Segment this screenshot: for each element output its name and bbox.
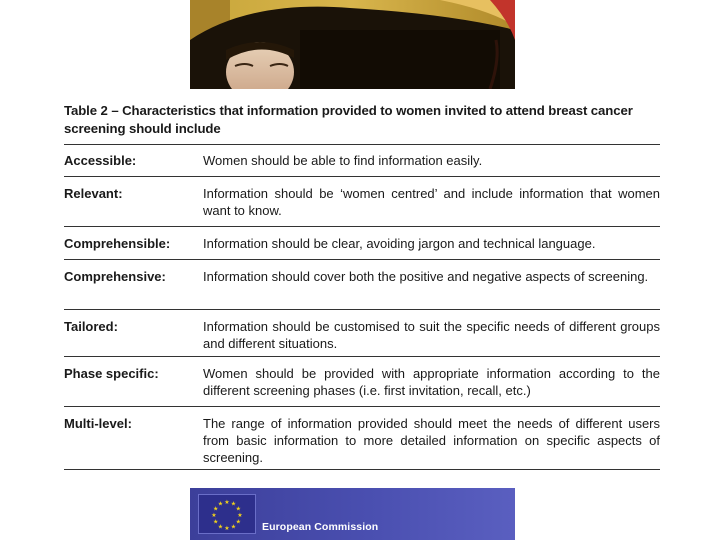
svg-text:★: ★ [211,512,217,519]
table-row [64,227,660,260]
row-description: Women should be provided with appropriate information according to the different screening phases (i.e. first invitation, recall, etc.) [203,366,660,398]
row-description: The range of information provided should meet the needs of different users from basic information to more detailed information on specific aspects of screening. [203,416,660,465]
painting-illustration [190,0,515,89]
row-description: Women should be able to find information easily. [203,153,483,168]
row-description: Information should be clear, avoiding jargon and technical language. [203,236,596,251]
svg-text:★: ★ [217,523,224,531]
row-label: Relevant: [64,186,123,201]
cover-image-top [190,0,515,89]
table-row [64,357,660,407]
row-label: Accessible: [64,153,137,168]
row-label: Comprehensible: [64,236,171,251]
row-description: Information should cover both the positive and negative aspects of screening. [203,269,649,284]
svg-text:★: ★ [213,518,219,526]
svg-text:★: ★ [235,505,241,513]
svg-text:★: ★ [230,523,237,531]
svg-text:★: ★ [224,525,230,532]
table-title: Table 2 – Characteristics that information provided to women invited to attend breast cancer screening should include [64,103,633,136]
row-description: Information should be customised to suit the specific needs of different groups and different situations. [203,319,660,351]
svg-text:★: ★ [237,512,243,519]
table-row [64,144,660,177]
svg-text:★: ★ [224,499,230,506]
svg-text:★: ★ [235,518,241,526]
eu-stars-icon [199,495,255,533]
svg-text:★: ★ [217,500,224,508]
svg-text:★: ★ [230,500,237,508]
svg-text:★: ★ [213,505,219,513]
row-label: Tailored: [64,319,118,334]
row-divider [64,469,660,470]
row-label: Phase specific: [64,366,159,381]
eu-banner [190,488,515,540]
table-row [64,260,660,310]
eu-flag-icon [198,494,256,534]
organization-name: European Commission [262,521,379,533]
table-row [64,310,660,357]
table-row [64,407,660,470]
row-label: Multi-level: [64,416,132,431]
row-description: Information should be ‘women centred’ and include information that women want to know. [203,186,660,218]
row-label: Comprehensive: [64,269,166,284]
table-row [64,177,660,227]
